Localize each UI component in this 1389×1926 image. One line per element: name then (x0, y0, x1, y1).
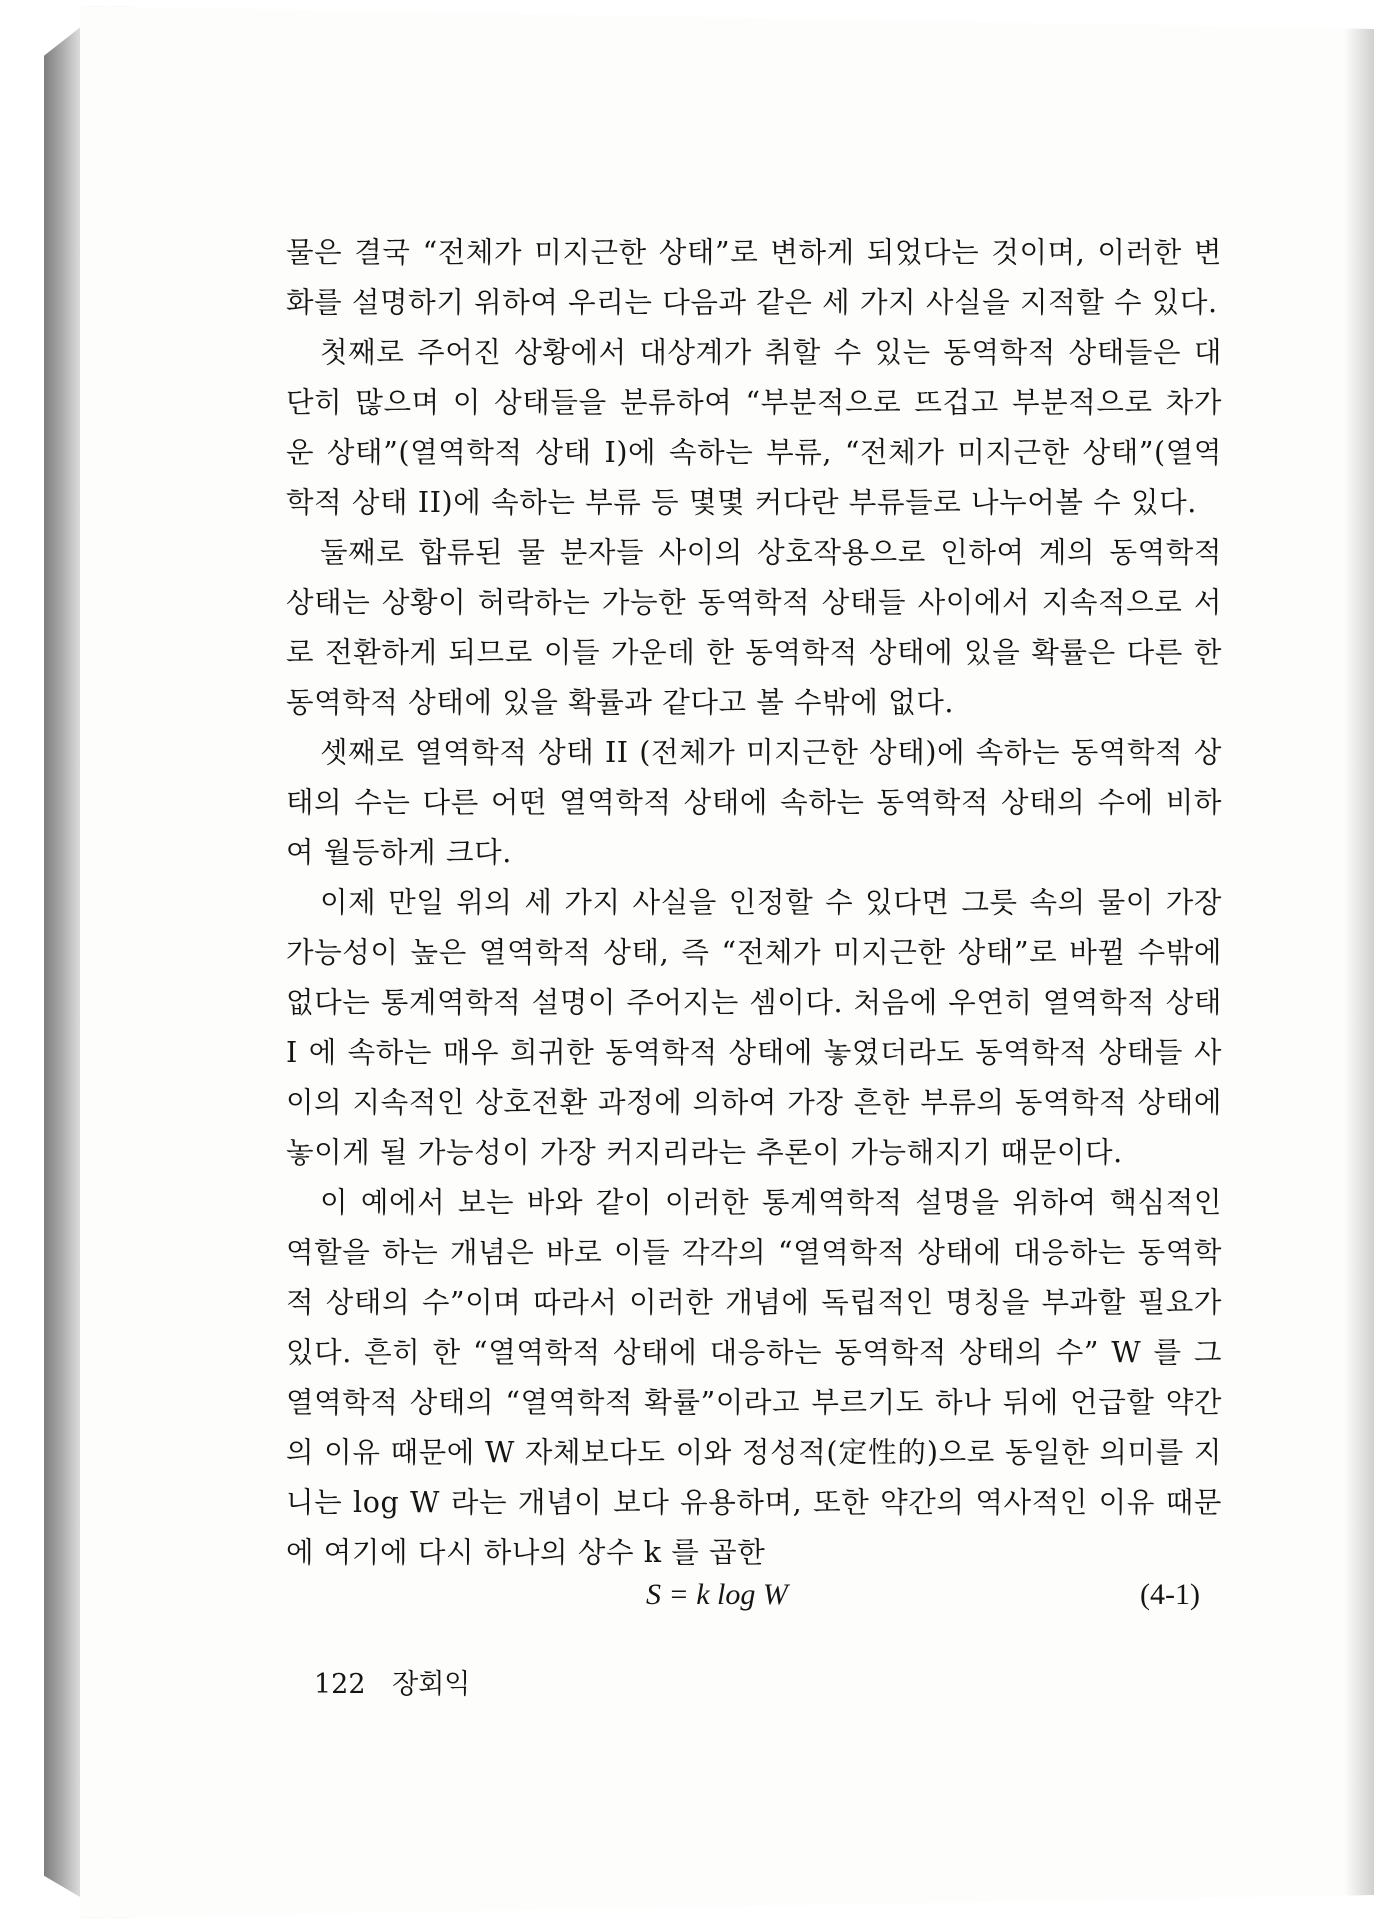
equation-formula: S = k log W (646, 1578, 788, 1611)
paragraph-6: 이 예에서 보는 바와 같이 이러한 통계역학적 설명을 위하여 핵심적인 역할을 하는 개념은 바로 이들 각각의 “열역학적 상태에 대응하는 동역학적 상태의 수”이며 따라서 이러한 개념에 독립적인 명칭을 부과할 필요가 있다. 흔히 한 “열역학적 상태에 대응하는 동역학적 상태의 수” W 를 그 열역학적 상태의 “열역학적 확률”이라고 부르기도 하나 뒤에 언급할 약간의 이유 때문에 W 자체보다도 이와 정성적(定性的)으로 동일한 의미를 지니는 log W 라는 개념이 보다 유용하며, 또한 약간의 역사적인 이유 때문에 여기에 다시 하나의 상수 k 를 곱한 (286, 1186, 1222, 1569)
body-text (286, 228, 1222, 1578)
paragraph-5: 이제 만일 위의 세 가지 사실을 인정할 수 있다면 그릇 속의 물이 가장 가능성이 높은 열역학적 상태, 즉 “전체가 미지근한 상태”로 바뀔 수밖에 없다는 통계역학적 설명이 주어지는 셈이다. 처음에 우연히 열역학적 상태 I 에 속하는 매우 희귀한 동역학적 상태에 놓였더라도 동역학적 상태들 사이의 지속적인 상호전환 과정에 의하여 가장 흔한 부류의 동역학적 상태에 놓이게 될 가능성이 가장 커지리라는 추론이 가능해지기 때문이다. (286, 886, 1222, 1169)
equation-block (286, 1570, 1222, 1620)
paragraph-4: 셋째로 열역학적 상태 II (전체가 미지근한 상태)에 속하는 동역학적 상태의 수는 다른 어떤 열역학적 상태에 속하는 동역학적 상태의 수에 비하여 월등하게 크다. (286, 736, 1222, 869)
paragraph-2: 첫째로 주어진 상황에서 대상계가 취할 수 있는 동역학적 상태들은 대단히 많으며 이 상태들을 분류하여 “부분적으로 뜨겁고 부분적으로 차가운 상태”(열역학적 상태 I)에 속하는 부류, “전체가 미지근한 상태”(열역학적 상태 II)에 속하는 부류 등 몇몇 커다란 부류들로 나누어볼 수 있다. (286, 336, 1222, 519)
paragraph-3: 둘째로 합류된 물 분자들 사이의 상호작용으로 인하여 계의 동역학적 상태는 상황이 허락하는 가능한 동역학적 상태들 사이에서 지속적으로 서로 전환하게 되므로 이들 가운데 한 동역학적 상태에 있을 확률은 다른 한 동역학적 상태에 있을 확률과 같다고 볼 수밖에 없다. (286, 536, 1222, 719)
author-name: 장회익 (392, 1669, 471, 1700)
paragraph-1: 물은 결국 “전체가 미지근한 상태”로 변하게 되었다는 것이며, 이러한 변화를 설명하기 위하여 우리는 다음과 같은 세 가지 사실을 지적할 수 있다. (286, 236, 1222, 319)
page-footer (314, 1665, 488, 1705)
page-number: 122 (314, 1669, 366, 1700)
equation-number: (4-1) (1140, 1578, 1200, 1611)
